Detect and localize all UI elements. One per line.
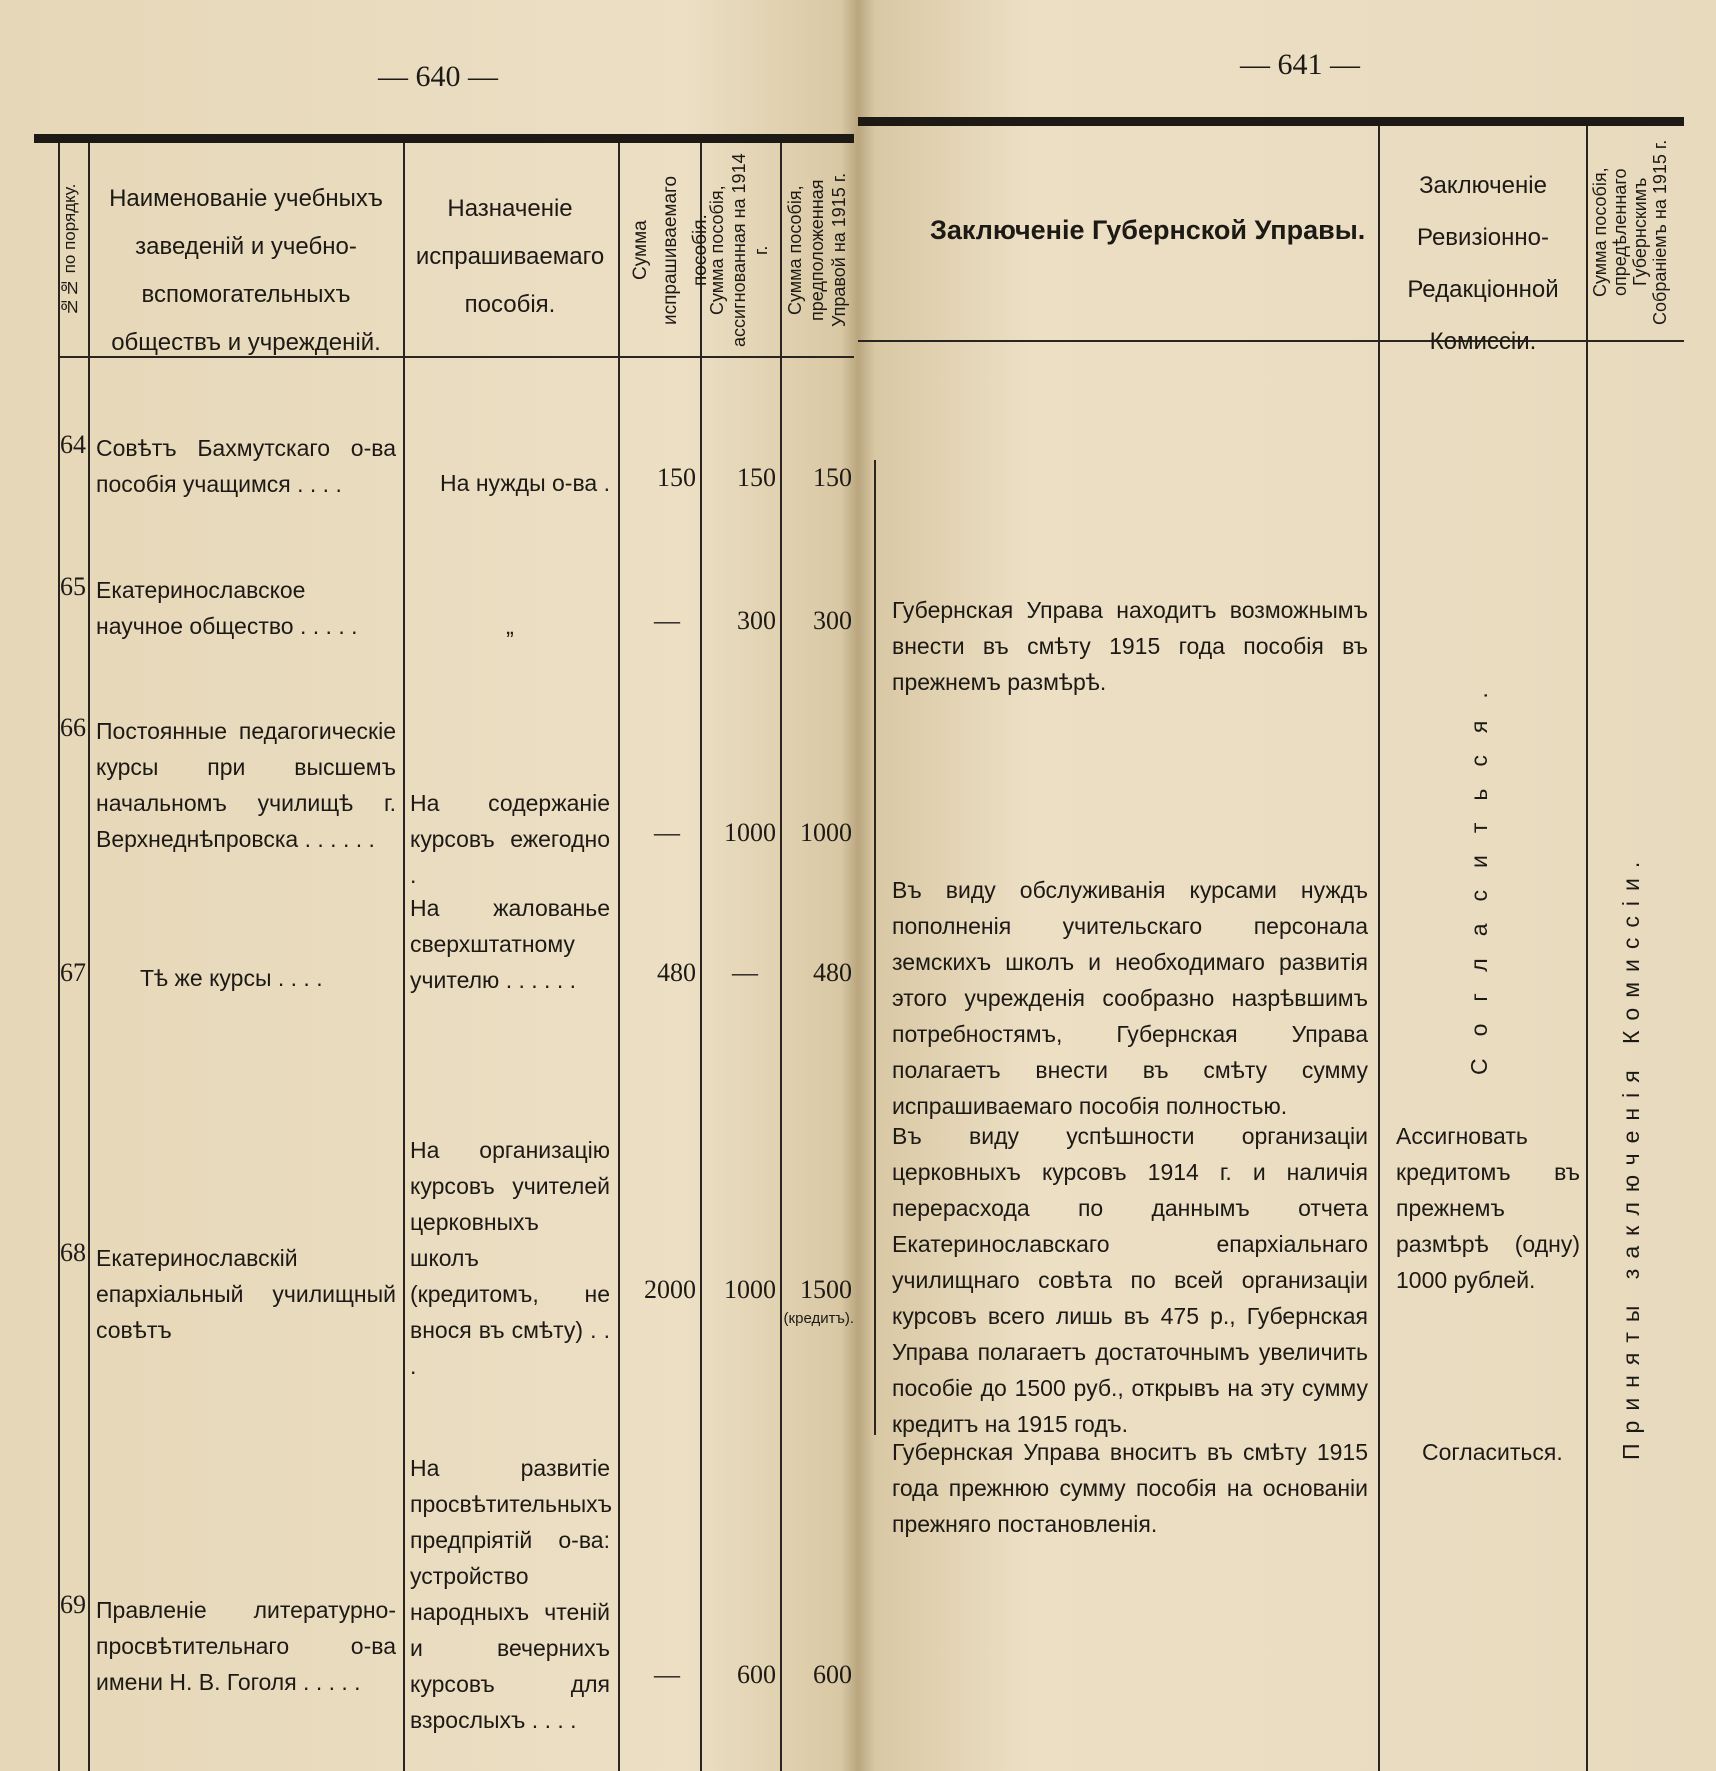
- row-number: 65: [60, 572, 86, 601]
- bracket-line: [874, 460, 876, 1435]
- row-purpose: „: [506, 613, 514, 639]
- header-purpose: Назначеніе испрашиваемаго пособія.: [415, 195, 605, 318]
- col-line: [1378, 126, 1380, 1771]
- uprava-text-1: Губернская Управа находитъ возможнымъ внести въ смѣту 1915 года пособія въ прежнемъ размѣрѣ.: [892, 597, 1368, 695]
- row-requested: —: [654, 606, 680, 635]
- row-purpose: На содержаніе курсовъ ежегодно .: [410, 790, 610, 888]
- header-revision: Заключеніе Ревизіонно-Редакціонной Комиссіи.: [1407, 172, 1559, 355]
- row-name: Правленіе литературно-просвѣтительнаго о-ва имени Н. В. Гоголя . . . . .: [96, 1597, 396, 1695]
- row-proposed: 480: [813, 958, 852, 987]
- header-uprava: Заключеніе Губернской Управы.: [930, 215, 1366, 245]
- col-line: [403, 143, 405, 1771]
- row-proposed: 1000: [800, 818, 852, 847]
- row-requested: 480: [657, 958, 696, 987]
- row-assigned: 300: [737, 606, 776, 635]
- header-requested: Сумма испрашиваемаго пособія.: [630, 175, 711, 325]
- header-assembly: Сумма пособія, опредѣленнаго Губернскимъ Собраніемъ на 1915 г.: [1590, 139, 1670, 325]
- top-rule-left: [34, 134, 854, 143]
- revision-row69: Согласиться.: [1422, 1439, 1563, 1465]
- row-name: Совѣтъ Бахмутскаго о-ва пособія учащимся . . . .: [96, 435, 396, 497]
- row-number: 69: [60, 1590, 86, 1619]
- assembly-vertical: Приняты заключенія Комиссіи.: [1618, 851, 1644, 1460]
- top-rule-right: [858, 117, 1684, 126]
- row-proposed: 600: [813, 1660, 852, 1689]
- uprava-text-3: Въ виду успѣшности организаціи церковныхъ курсовъ 1914 г. и наличія перерасхода по даннымъ отчета Екатеринославскаго епархіальнаго училищнаго совѣта по всей организаціи курсовъ всего лишь въ 475 р., Губернская Управа полагаетъ достаточнымъ увеличить пособіе до 1500 руб., открывъ на эту сумму кредитъ на 1915 годъ.: [892, 1123, 1368, 1437]
- row-proposed: 300: [813, 606, 852, 635]
- row-purpose: На нужды о-ва .: [440, 470, 610, 496]
- header-name: Наименованіе учебныхъ заведеній и учебно-вспомогательныхъ обществъ и учрежденій.: [109, 185, 383, 356]
- row-requested: 2000: [644, 1275, 696, 1304]
- row-name: Екатеринославское научное общество . . . . .: [96, 577, 358, 639]
- page-number-left: — 640 —: [378, 60, 498, 93]
- page-number-right: — 641 —: [1240, 48, 1360, 81]
- row-requested: 150: [657, 463, 696, 492]
- row-assigned: 600: [737, 1660, 776, 1689]
- row-purpose: На развитіе просвѣтительныхъ предпріятій о-ва: устройство народныхъ чтеній и вечернихъ курсовъ для взрослыхъ . . . .: [410, 1455, 613, 1733]
- header-assigned-1914: Сумма пособія, ассигнованная на 1914 г.: [707, 153, 771, 347]
- uprava-text-4: Губернская Управа вноситъ въ смѣту 1915 года прежнюю сумму пособія на основаніи прежняго постановленія.: [892, 1439, 1368, 1537]
- revision-vertical: Согласиться.: [1466, 670, 1492, 1075]
- row-purpose: На жалованье сверхштатному учителю . . . . . .: [410, 895, 610, 993]
- row-number: 66: [60, 713, 86, 742]
- row-name: Тѣ же курсы . . . .: [140, 965, 323, 991]
- row-proposed-note: (кредитъ).: [783, 1310, 854, 1327]
- row-name: Постоянные педагогическіе курсы при высшемъ начальномъ училищѣ г. Верхнеднѣпровска . . . . . .: [96, 718, 396, 852]
- col-line: [1586, 126, 1588, 1771]
- col-line: [700, 143, 702, 1771]
- header-proposed-1915: Сумма пособія, предположенная Управой на 1915 г.: [785, 172, 849, 328]
- col-line: [88, 143, 90, 1771]
- row-number: 67: [60, 958, 86, 987]
- row-proposed: 1500: [800, 1275, 852, 1304]
- row-proposed: 150: [813, 463, 852, 492]
- col-line: [780, 143, 782, 1771]
- row-assigned: 1000: [724, 1275, 776, 1304]
- col-line: [618, 143, 620, 1771]
- row-assigned: 150: [737, 463, 776, 492]
- row-purpose: На организацію курсовъ учителей церковныхъ школъ (кредитомъ, не внося въ смѣту) . . .: [410, 1137, 610, 1379]
- header-num: №№ по порядку.: [60, 183, 79, 317]
- revision-row68: Ассигновать кредитомъ въ прежнемъ размѣрѣ (одну) 1000 рублей.: [1396, 1123, 1580, 1293]
- uprava-text-2: Въ виду обслуживанія курсами нуждъ пополненія учительскаго персонала земскихъ школъ и необходимаго развитія этого учрежденія сообразно назрѣвшимъ потребностямъ, Губернская Управа полагаетъ внести въ смѣту сумму испрашиваемаго пособія полностью.: [892, 877, 1368, 1119]
- row-requested: —: [654, 818, 680, 847]
- row-number: 64: [60, 430, 86, 459]
- col-line: [58, 143, 60, 1771]
- row-assigned: 1000: [724, 818, 776, 847]
- row-name: Екатеринославскій епархіальный училищный совѣтъ: [96, 1245, 396, 1343]
- row-requested: —: [654, 1660, 680, 1689]
- row-assigned: —: [732, 958, 758, 987]
- row-number: 68: [60, 1238, 86, 1267]
